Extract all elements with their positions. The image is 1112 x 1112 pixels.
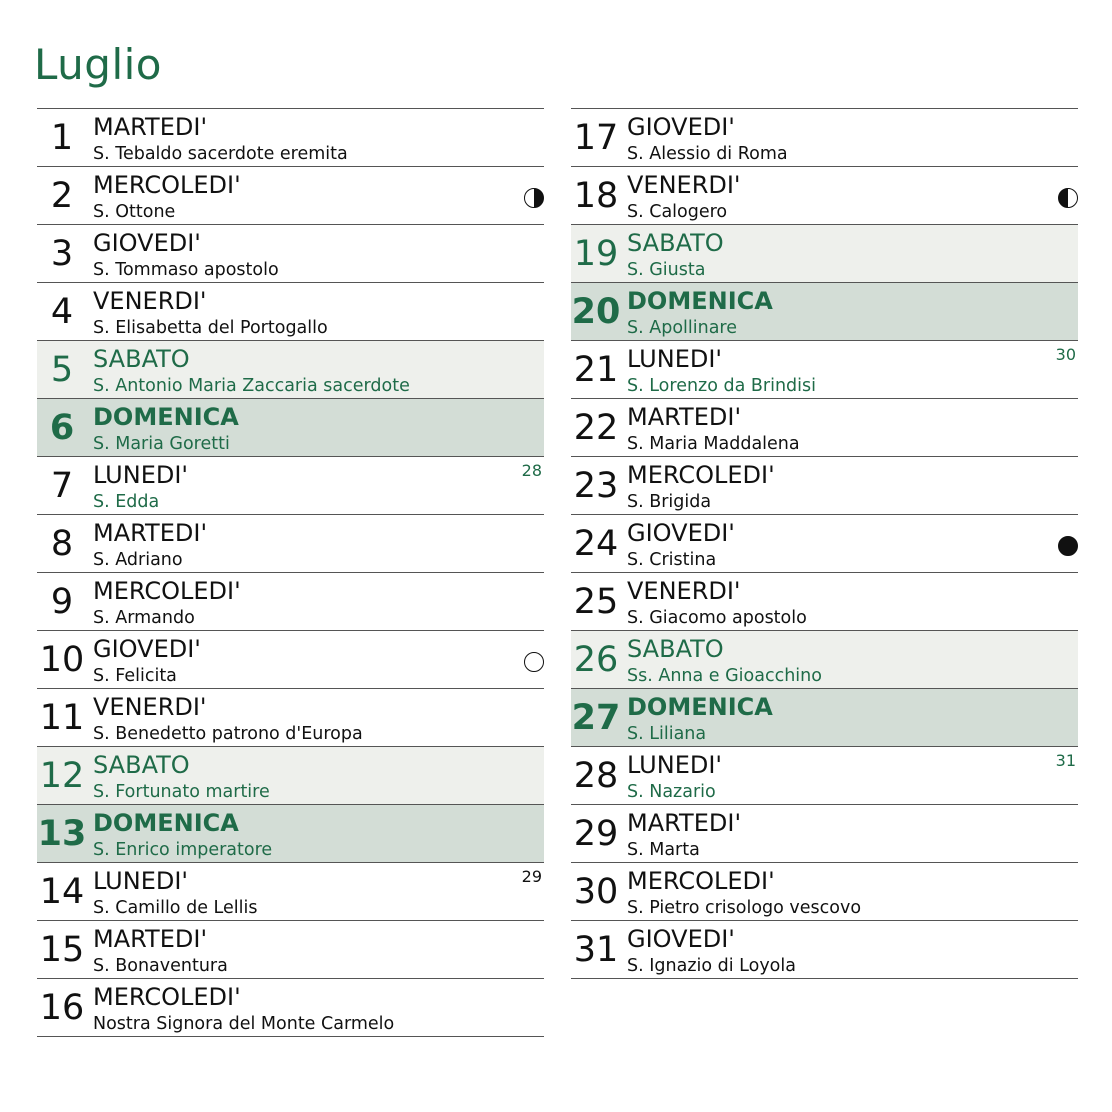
day-number: 2	[50, 176, 74, 216]
saint-name: S. Tommaso apostolo	[93, 260, 279, 280]
saint-name: S. Adriano	[93, 550, 183, 570]
new-moon-icon	[1058, 536, 1078, 556]
day-row	[571, 573, 1078, 631]
day-row	[571, 689, 1078, 747]
weekday-name: MARTEDI'	[627, 809, 742, 837]
weekday-name: MARTEDI'	[93, 925, 208, 953]
weekday-name: SABATO	[93, 751, 190, 779]
saint-name: S. Nazario	[627, 782, 716, 802]
calendar-column-right	[571, 108, 1078, 979]
weekday-name: DOMENICA	[93, 403, 239, 431]
calendar-column-left	[37, 108, 544, 1037]
day-row	[571, 631, 1078, 689]
week-number: 28	[521, 461, 542, 480]
saint-name: S. Benedetto patrono d'Europa	[93, 724, 363, 744]
day-number: 17	[573, 118, 619, 158]
day-row	[571, 863, 1078, 921]
saint-name: S. Ottone	[93, 202, 176, 222]
day-row	[571, 109, 1078, 167]
day-number: 19	[573, 234, 619, 274]
day-row	[37, 921, 544, 979]
day-row	[571, 399, 1078, 457]
weekday-name: DOMENICA	[93, 809, 239, 837]
saint-name: S. Pietro crisologo vescovo	[627, 898, 862, 918]
day-number: 31	[573, 930, 619, 970]
month-title: Luglio	[34, 40, 162, 89]
weekday-name: GIOVEDI'	[627, 113, 735, 141]
day-number: 18	[573, 176, 619, 216]
day-number: 13	[37, 814, 87, 854]
day-row	[37, 515, 544, 573]
weekday-name: GIOVEDI'	[93, 229, 201, 257]
day-row	[37, 689, 544, 747]
weekday-name: GIOVEDI'	[627, 925, 735, 953]
day-number: 16	[39, 988, 85, 1028]
day-number: 29	[573, 814, 619, 854]
weekday-name: MERCOLEDI'	[93, 983, 241, 1011]
day-row	[37, 863, 544, 921]
day-number: 26	[573, 640, 619, 680]
saint-name: Nostra Signora del Monte Carmelo	[93, 1014, 395, 1034]
weekday-name: VENERDI'	[627, 171, 741, 199]
full-moon-icon	[524, 652, 544, 672]
weekday-name: DOMENICA	[627, 287, 773, 315]
weekday-name: SABATO	[627, 229, 724, 257]
week-number: 31	[1055, 751, 1076, 770]
day-row	[571, 167, 1078, 225]
day-row	[571, 457, 1078, 515]
saint-name: S. Cristina	[627, 550, 717, 570]
saint-name: S. Bonaventura	[93, 956, 228, 976]
weekday-name: MERCOLEDI'	[627, 867, 775, 895]
weekday-name: GIOVEDI'	[627, 519, 735, 547]
day-number: 24	[573, 524, 619, 564]
day-row	[37, 979, 544, 1037]
day-row	[571, 341, 1078, 399]
day-row	[571, 805, 1078, 863]
saint-name: S. Antonio Maria Zaccaria sacerdote	[93, 376, 410, 396]
day-number: 14	[39, 872, 85, 912]
saint-name: S. Elisabetta del Portogallo	[93, 318, 328, 338]
day-row	[37, 341, 544, 399]
weekday-name: MARTEDI'	[93, 113, 208, 141]
weekday-name: GIOVEDI'	[93, 635, 201, 663]
week-number: 29	[521, 867, 542, 886]
saint-name: S. Maria Goretti	[93, 434, 230, 454]
day-row	[37, 747, 544, 805]
day-number: 5	[50, 350, 74, 390]
saint-name: S. Maria Maddalena	[627, 434, 800, 454]
day-number: 12	[39, 756, 85, 796]
weekday-name: MARTEDI'	[93, 519, 208, 547]
saint-name: S. Fortunato martire	[93, 782, 270, 802]
day-row	[37, 167, 544, 225]
saint-name: S. Giacomo apostolo	[627, 608, 807, 628]
day-row	[571, 515, 1078, 573]
saint-name: S. Edda	[93, 492, 160, 512]
day-number: 23	[573, 466, 619, 506]
first-quarter-moon-icon	[524, 188, 544, 208]
day-number: 8	[50, 524, 74, 564]
saint-name: S. Tebaldo sacerdote eremita	[93, 144, 348, 164]
day-row	[571, 283, 1078, 341]
weekday-name: SABATO	[93, 345, 190, 373]
saint-name: S. Marta	[627, 840, 700, 860]
weekday-name: MERCOLEDI'	[93, 171, 241, 199]
weekday-name: DOMENICA	[627, 693, 773, 721]
weekday-name: LUNEDI'	[93, 867, 189, 895]
saint-name: S. Lorenzo da Brindisi	[627, 376, 817, 396]
weekday-name: LUNEDI'	[627, 751, 723, 779]
day-row	[571, 921, 1078, 979]
weekday-name: LUNEDI'	[93, 461, 189, 489]
weekday-name: LUNEDI'	[627, 345, 723, 373]
weekday-name: MERCOLEDI'	[93, 577, 241, 605]
day-number: 6	[49, 408, 75, 448]
day-number: 30	[573, 872, 619, 912]
weekday-name: MARTEDI'	[627, 403, 742, 431]
day-row	[37, 805, 544, 863]
saint-name: S. Brigida	[627, 492, 712, 512]
saint-name: S. Calogero	[627, 202, 728, 222]
week-number: 30	[1055, 345, 1076, 364]
saint-name: S. Liliana	[627, 724, 707, 744]
weekday-name: VENERDI'	[93, 287, 207, 315]
saint-name: S. Giusta	[627, 260, 706, 280]
day-number: 7	[50, 466, 74, 506]
saint-name: S. Alessio di Roma	[627, 144, 788, 164]
day-row	[37, 225, 544, 283]
day-row	[571, 225, 1078, 283]
day-row	[37, 457, 544, 515]
day-row	[37, 109, 544, 167]
day-number: 22	[573, 408, 619, 448]
day-row	[37, 399, 544, 457]
saint-name: S. Enrico imperatore	[93, 840, 273, 860]
day-row	[37, 283, 544, 341]
saint-name: S. Armando	[93, 608, 195, 628]
saint-name: Ss. Anna e Gioacchino	[627, 666, 822, 686]
day-number: 15	[39, 930, 85, 970]
day-number: 25	[573, 582, 619, 622]
day-number: 28	[573, 756, 619, 796]
weekday-name: VENERDI'	[627, 577, 741, 605]
saint-name: S. Felicita	[93, 666, 177, 686]
saint-name: S. Camillo de Lellis	[93, 898, 258, 918]
day-row	[571, 747, 1078, 805]
day-number: 20	[571, 292, 621, 332]
weekday-name: SABATO	[627, 635, 724, 663]
day-row	[37, 631, 544, 689]
day-row	[37, 573, 544, 631]
day-number: 27	[571, 698, 621, 738]
day-number: 4	[50, 292, 74, 332]
day-number: 11	[39, 698, 85, 738]
day-number: 1	[50, 118, 74, 158]
day-number: 21	[573, 350, 619, 390]
day-number: 9	[50, 582, 74, 622]
saint-name: S. Apollinare	[627, 318, 737, 338]
day-number: 3	[50, 234, 74, 274]
last-quarter-moon-icon	[1058, 188, 1078, 208]
weekday-name: MERCOLEDI'	[627, 461, 775, 489]
saint-name: S. Ignazio di Loyola	[627, 956, 796, 976]
weekday-name: VENERDI'	[93, 693, 207, 721]
day-number: 10	[39, 640, 85, 680]
